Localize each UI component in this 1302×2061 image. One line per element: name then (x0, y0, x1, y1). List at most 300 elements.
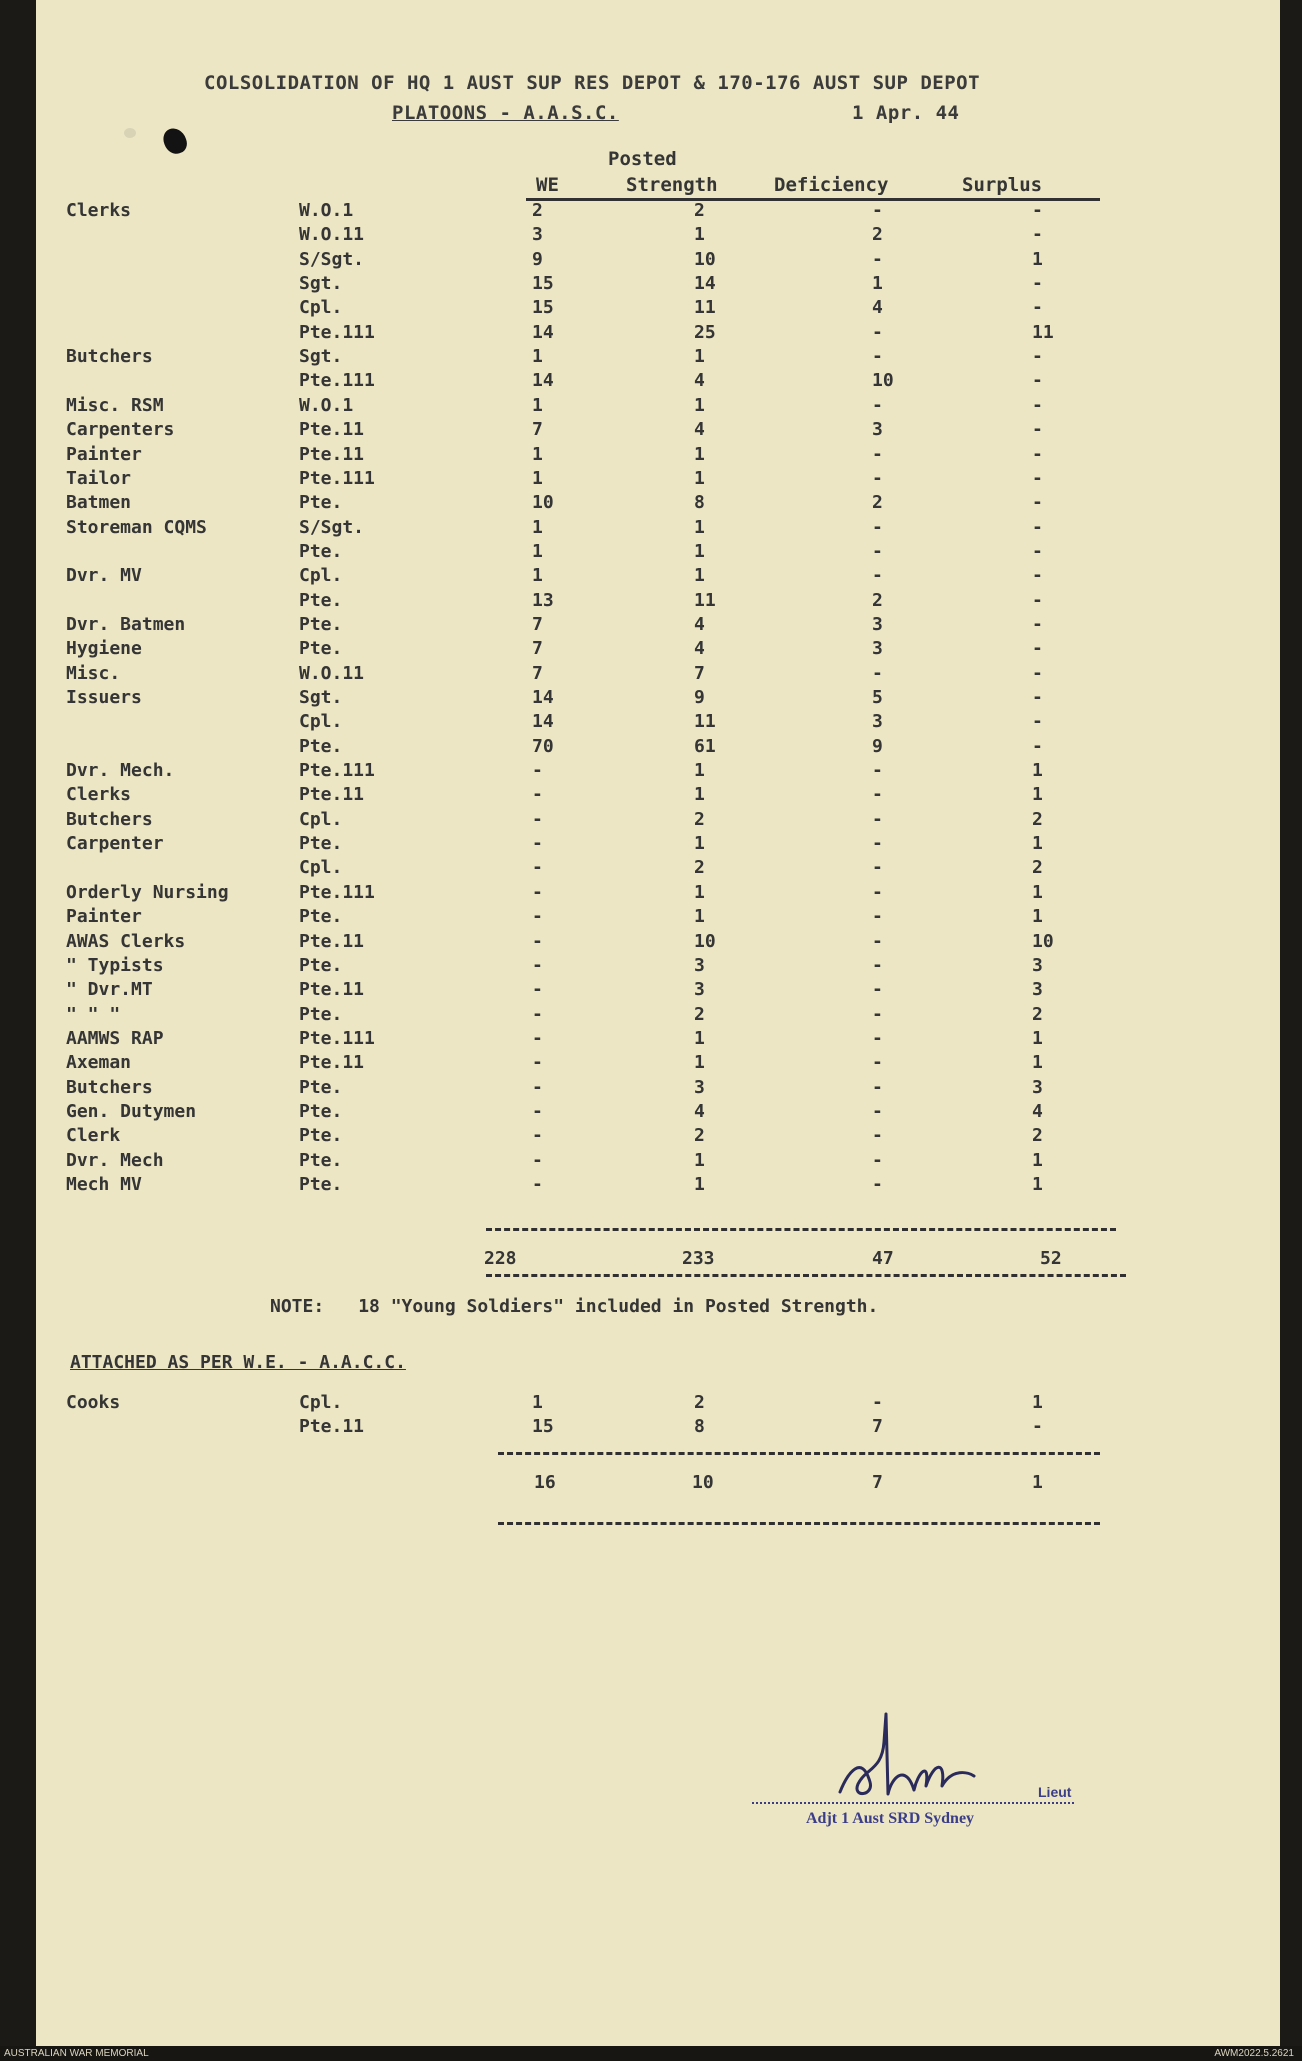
table-cell-we: 7 (532, 638, 543, 660)
table-cell-sur: 3 (1032, 1076, 1043, 1098)
total-posted-strength: 233 (682, 1248, 715, 1269)
table-cell-trade: Clerk (66, 1125, 121, 1147)
table-row (36, 809, 1280, 832)
table-cell-ps: 3 (694, 1076, 705, 1098)
table-cell-rank: Pte.111 (299, 760, 375, 782)
attached-cell-sur: - (1032, 1416, 1043, 1437)
table-cell-ps: 1 (694, 516, 705, 538)
table-cell-rank: W.O.11 (299, 224, 365, 246)
table-cell-sur: - (1032, 492, 1043, 514)
table-cell-rank: Pte. (299, 1003, 343, 1025)
table-cell-ps: 3 (694, 954, 705, 976)
table-cell-sur: - (1032, 662, 1043, 684)
table-cell-rank: Sgt. (299, 687, 343, 708)
table-cell-sur: 1 (1032, 784, 1043, 806)
table-cell-trade: Dvr. Batmen (66, 613, 186, 635)
table-cell-sur: 1 (1032, 1052, 1043, 1074)
table-cell-we: - (532, 1100, 543, 1122)
table-cell-we: 7 (532, 419, 543, 441)
table-cell-we: 14 (532, 321, 554, 343)
table-cell-trade: Orderly Nursing (66, 881, 229, 903)
table-cell-def: 3 (872, 613, 883, 635)
table-cell-def: - (872, 565, 883, 587)
table-cell-sur: - (1032, 467, 1043, 489)
table-cell-ps: 1 (694, 394, 705, 416)
table-cell-rank: Pte. (299, 492, 343, 514)
table-cell-sur: 3 (1032, 979, 1043, 1001)
table-cell-ps: 7 (694, 662, 705, 684)
table-cell-sur: - (1032, 687, 1043, 708)
table-cell-def: - (872, 1052, 883, 1074)
table-cell-we: - (532, 760, 543, 782)
table-cell-ps: 1 (694, 565, 705, 587)
table-cell-trade: Carpenters (66, 419, 175, 441)
totals-rule-bottom (486, 1274, 1126, 1277)
table-row (36, 590, 1280, 613)
table-row (36, 1125, 1280, 1148)
table-cell-sur: 1 (1032, 1149, 1043, 1171)
table-cell-ps: 1 (694, 760, 705, 782)
table-cell-rank: Pte. (299, 638, 343, 660)
table-cell-ps: 2 (694, 857, 705, 879)
table-cell-we: 1 (532, 516, 543, 538)
attached-cell-we: 15 (532, 1416, 554, 1437)
header-posted: Posted (608, 148, 677, 170)
table-cell-sur: 1 (1032, 760, 1043, 782)
footer-bar (0, 2046, 1302, 2061)
attached-cell-rank: Cpl. (299, 1392, 343, 1413)
table-row (36, 541, 1280, 564)
table-cell-ps: 4 (694, 419, 705, 441)
table-cell-sur: 10 (1032, 930, 1054, 952)
table-cell-rank: Pte. (299, 540, 343, 562)
table-row (36, 638, 1280, 661)
table-row (36, 1052, 1280, 1075)
header-surplus: Surplus (962, 174, 1043, 196)
table-cell-we: - (532, 1052, 543, 1074)
table-cell-trade: Storeman CQMS (66, 516, 207, 538)
table-cell-rank: Pte.11 (299, 784, 365, 806)
table-cell-rank: Pte.111 (299, 881, 375, 903)
table-cell-rank: Pte. (299, 833, 343, 855)
table-cell-we: 14 (532, 687, 554, 708)
table-row (36, 468, 1280, 491)
attached-heading: ATTACHED AS PER W.E. - A.A.C.C. (70, 1352, 406, 1373)
table-row (36, 687, 1280, 710)
table-cell-rank: Pte. (299, 954, 343, 976)
table-cell-def: - (872, 248, 883, 270)
table-cell-def: - (872, 443, 883, 465)
table-cell-trade: Dvr. Mech. (66, 760, 175, 782)
table-cell-def: - (872, 833, 883, 855)
header-strength: Strength (626, 174, 718, 196)
table-cell-we: 1 (532, 346, 543, 368)
table-cell-sur: - (1032, 638, 1043, 660)
document-date: 1 Apr. 44 (852, 102, 960, 124)
table-cell-ps: 1 (694, 881, 705, 903)
table-row (36, 200, 1280, 223)
table-cell-rank: Pte. (299, 613, 343, 635)
note-text: 18 "Young Soldiers" included in Posted Strength. (358, 1296, 879, 1317)
table-row (36, 760, 1280, 783)
table-row (36, 906, 1280, 929)
table-cell-ps: 4 (694, 638, 705, 660)
table-cell-we: - (532, 1125, 543, 1147)
table-cell-sur: 1 (1032, 906, 1043, 928)
table-cell-we: - (532, 784, 543, 806)
table-cell-trade: Painter (66, 906, 142, 928)
table-cell-we: 7 (532, 613, 543, 635)
table-row (36, 882, 1280, 905)
table-cell-ps: 1 (694, 443, 705, 465)
table-cell-sur: 2 (1032, 808, 1043, 830)
table-cell-trade: Tailor (66, 467, 132, 489)
table-cell-sur: 2 (1032, 857, 1043, 879)
table-cell-def: - (872, 1174, 883, 1195)
table-cell-rank: Pte. (299, 1149, 343, 1171)
table-cell-ps: 3 (694, 979, 705, 1001)
table-cell-def: 3 (872, 638, 883, 660)
table-row (36, 249, 1280, 272)
table-cell-sur: 3 (1032, 954, 1043, 976)
table-cell-ps: 61 (694, 735, 716, 757)
table-cell-def: - (872, 954, 883, 976)
table-cell-ps: 11 (694, 711, 716, 733)
table-cell-def: - (872, 808, 883, 830)
table-cell-ps: 4 (694, 1100, 705, 1122)
table-cell-rank: W.O.11 (299, 662, 365, 684)
attached-total-surplus: 1 (1032, 1472, 1043, 1493)
table-cell-trade: Issuers (66, 687, 142, 708)
table-cell-rank: Cpl. (299, 297, 343, 319)
table-cell-rank: Sgt. (299, 273, 343, 295)
table-cell-trade: Butchers (66, 1076, 153, 1098)
note (270, 1296, 878, 1317)
header-deficiency: Deficiency (774, 174, 889, 196)
table-cell-ps: 1 (694, 346, 705, 368)
table-cell-def: - (872, 662, 883, 684)
table-cell-ps: 14 (694, 273, 716, 295)
table-cell-we: - (532, 1027, 543, 1049)
attached-cell-we: 1 (532, 1392, 543, 1413)
table-cell-ps: 11 (694, 589, 716, 611)
table-cell-ps: 8 (694, 492, 705, 514)
table-cell-def: - (872, 906, 883, 928)
table-cell-trade: Dvr. Mech (66, 1149, 164, 1171)
table-cell-sur: - (1032, 443, 1043, 465)
table-cell-def: - (872, 857, 883, 879)
ink-blot (160, 125, 190, 157)
table-cell-rank: Pte.111 (299, 467, 375, 489)
table-cell-sur: - (1032, 200, 1043, 221)
table-cell-we: 70 (532, 735, 554, 757)
table-cell-rank: Cpl. (299, 711, 343, 733)
table-cell-trade: Dvr. MV (66, 565, 142, 587)
table-cell-def: - (872, 979, 883, 1001)
table-cell-trade: Carpenter (66, 833, 164, 855)
table-cell-we: 3 (532, 224, 543, 246)
table-cell-we: 13 (532, 589, 554, 611)
table-row (36, 1150, 1280, 1173)
table-cell-def: - (872, 540, 883, 562)
table-cell-sur: - (1032, 297, 1043, 319)
attached-cell-def: 7 (872, 1416, 883, 1437)
table-cell-rank: Pte.11 (299, 419, 365, 441)
table-cell-def: - (872, 321, 883, 343)
table-cell-ps: 1 (694, 540, 705, 562)
table-cell-trade: Misc. (66, 662, 121, 684)
table-cell-def: - (872, 516, 883, 538)
table-cell-ps: 10 (694, 930, 716, 952)
table-row (36, 444, 1280, 467)
table-cell-def: - (872, 784, 883, 806)
table-cell-rank: Pte. (299, 1076, 343, 1098)
table-cell-sur: - (1032, 540, 1043, 562)
table-cell-ps: 1 (694, 1174, 705, 1195)
table-cell-rank: Pte. (299, 1174, 343, 1195)
table-row (36, 297, 1280, 320)
table-cell-ps: 4 (694, 370, 705, 392)
table-cell-trade: " " " (66, 1003, 121, 1025)
table-row (36, 955, 1280, 978)
table-cell-def: - (872, 1125, 883, 1147)
table-cell-rank: Pte. (299, 1125, 343, 1147)
table-cell-def: 3 (872, 419, 883, 441)
attached-total-deficiency: 7 (872, 1472, 883, 1493)
table-cell-sur: - (1032, 273, 1043, 295)
table-cell-rank: Pte. (299, 735, 343, 757)
table-cell-sur: 2 (1032, 1125, 1043, 1147)
table-cell-sur: 4 (1032, 1100, 1043, 1122)
attached-totals-rule-bottom (498, 1522, 1100, 1525)
table-row (36, 492, 1280, 515)
table-cell-sur: 11 (1032, 321, 1054, 343)
table-cell-ps: 1 (694, 833, 705, 855)
table-cell-we: 10 (532, 492, 554, 514)
table-cell-ps: 9 (694, 687, 705, 708)
table-cell-def: - (872, 200, 883, 221)
table-cell-trade: " Typists (66, 954, 164, 976)
table-row (36, 833, 1280, 856)
table-cell-sur: - (1032, 346, 1043, 368)
table-cell-we: - (532, 1003, 543, 1025)
table-cell-sur: - (1032, 394, 1043, 416)
table-cell-trade: " Dvr.MT (66, 979, 153, 1001)
table-cell-we: - (532, 1174, 543, 1195)
attached-total-posted-strength: 10 (692, 1472, 714, 1493)
table-cell-we: - (532, 906, 543, 928)
table-row (36, 370, 1280, 393)
document-title: COLSOLIDATION OF HQ 1 AUST SUP RES DEPOT & 170-176 AUST SUP DEPOT (204, 72, 981, 94)
table-row (36, 663, 1280, 686)
table-cell-trade: Painter (66, 443, 142, 465)
table-cell-def: - (872, 881, 883, 903)
table-row (36, 857, 1280, 880)
table-cell-we: - (532, 979, 543, 1001)
table-cell-we: 1 (532, 467, 543, 489)
table-cell-sur: - (1032, 224, 1043, 246)
attached-cell-ps: 2 (694, 1392, 705, 1413)
table-row (36, 273, 1280, 296)
table-row (36, 322, 1280, 345)
attached-total-we: 16 (534, 1472, 556, 1493)
table-cell-rank: Pte.11 (299, 979, 365, 1001)
table-row (36, 1004, 1280, 1027)
table-cell-we: - (532, 1149, 543, 1171)
attached-cell-trade: Cooks (66, 1392, 121, 1413)
table-cell-rank: S/Sgt. (299, 248, 365, 270)
table-cell-trade: Misc. RSM (66, 394, 164, 416)
table-cell-sur: - (1032, 735, 1043, 757)
table-cell-sur: - (1032, 419, 1043, 441)
table-cell-trade: Butchers (66, 808, 153, 830)
table-cell-def: 10 (872, 370, 894, 392)
table-cell-ps: 2 (694, 808, 705, 830)
table-cell-def: 5 (872, 687, 883, 708)
table-cell-sur: 1 (1032, 833, 1043, 855)
table-cell-def: 4 (872, 297, 883, 319)
table-cell-trade: Clerks (66, 784, 132, 806)
table-row (36, 979, 1280, 1002)
footer-accession-number: AWM2022.5.2621 (1214, 2048, 1294, 2059)
table-cell-def: - (872, 346, 883, 368)
table-cell-we: 1 (532, 394, 543, 416)
table-cell-def: - (872, 394, 883, 416)
table-cell-trade: Axeman (66, 1052, 132, 1074)
table-cell-rank: Sgt. (299, 346, 343, 368)
table-cell-ps: 1 (694, 224, 705, 246)
table-cell-we: - (532, 930, 543, 952)
table-cell-sur: - (1032, 613, 1043, 635)
table-row (36, 517, 1280, 540)
table-row (36, 784, 1280, 807)
table-cell-we: - (532, 1076, 543, 1098)
attached-cell-rank: Pte.11 (299, 1416, 365, 1437)
table-cell-def: 2 (872, 492, 883, 514)
table-cell-trade: Hygiene (66, 638, 142, 660)
table-cell-trade: Batmen (66, 492, 132, 514)
table-row (36, 346, 1280, 369)
table-cell-ps: 1 (694, 906, 705, 928)
total-we: 228 (484, 1248, 517, 1269)
attached-totals-rule-top (498, 1452, 1100, 1455)
table-cell-rank: Pte. (299, 1100, 343, 1122)
table-row (36, 1101, 1280, 1124)
table-cell-def: 2 (872, 589, 883, 611)
attached-cell-sur: 1 (1032, 1392, 1043, 1413)
table-cell-we: 1 (532, 443, 543, 465)
table-cell-ps: 2 (694, 1003, 705, 1025)
table-cell-we: - (532, 881, 543, 903)
table-cell-we: 9 (532, 248, 543, 270)
table-cell-rank: Pte.11 (299, 443, 365, 465)
table-cell-rank: Pte.11 (299, 1052, 365, 1074)
table-cell-rank: Pte.111 (299, 1027, 375, 1049)
table-cell-trade: AWAS Clerks (66, 930, 186, 952)
table-cell-we: 7 (532, 662, 543, 684)
table-cell-ps: 2 (694, 1125, 705, 1147)
footer-credit: AUSTRALIAN WAR MEMORIAL (4, 2048, 149, 2059)
total-deficiency: 47 (872, 1248, 894, 1269)
table-cell-rank: Pte.11 (299, 930, 365, 952)
table-cell-rank: W.O.1 (299, 394, 354, 416)
table-row (36, 1077, 1280, 1100)
table-cell-rank: Pte.111 (299, 321, 375, 343)
table-row (36, 395, 1280, 418)
attached-cell-ps: 8 (694, 1416, 705, 1437)
table-cell-we: 15 (532, 297, 554, 319)
table-cell-we: 1 (532, 540, 543, 562)
table-cell-we: - (532, 833, 543, 855)
table-cell-def: - (872, 930, 883, 952)
table-cell-def: - (872, 1100, 883, 1122)
handwritten-signature (822, 1712, 1002, 1812)
table-cell-ps: 1 (694, 784, 705, 806)
note-label: NOTE: (270, 1296, 325, 1317)
table-cell-def: - (872, 467, 883, 489)
signature-line (752, 1802, 1074, 1804)
table-cell-ps: 1 (694, 1149, 705, 1171)
table-cell-rank: S/Sgt. (299, 516, 365, 538)
table-row (36, 736, 1280, 759)
paper-mark (124, 128, 136, 138)
table-row (36, 931, 1280, 954)
table-cell-def: 3 (872, 711, 883, 733)
table-cell-rank: Pte. (299, 589, 343, 611)
table-cell-sur: 1 (1032, 881, 1043, 903)
table-cell-rank: Pte. (299, 906, 343, 928)
table-cell-ps: 1 (694, 1052, 705, 1074)
table-cell-trade: Mech MV (66, 1174, 142, 1195)
table-cell-we: - (532, 857, 543, 879)
table-cell-we: 14 (532, 711, 554, 733)
table-cell-sur: 1 (1032, 248, 1043, 270)
table-row (36, 1028, 1280, 1051)
table-cell-sur: - (1032, 711, 1043, 733)
table-cell-ps: 1 (694, 467, 705, 489)
table-row (36, 1174, 1280, 1197)
total-surplus: 52 (1040, 1248, 1062, 1269)
attached-cell-def: - (872, 1392, 883, 1413)
table-row (36, 711, 1280, 734)
document-subtitle: PLATOONS - A.A.S.C. (392, 102, 619, 124)
table-cell-ps: 2 (694, 200, 705, 221)
table-cell-trade: Clerks (66, 200, 132, 221)
table-row (36, 614, 1280, 637)
table-cell-def: - (872, 760, 883, 782)
signatory-rank: Lieut (1038, 1784, 1072, 1800)
stamp-text: Adjt 1 Aust SRD Sydney (806, 1810, 975, 1827)
table-cell-ps: 11 (694, 297, 716, 319)
table-cell-trade: Butchers (66, 346, 153, 368)
table-row (36, 565, 1280, 588)
table-cell-sur: - (1032, 589, 1043, 611)
attached-row (36, 1392, 1280, 1415)
table-cell-we: 15 (532, 273, 554, 295)
table-cell-trade: AAMWS RAP (66, 1027, 164, 1049)
table-cell-def: 9 (872, 735, 883, 757)
table-cell-def: 2 (872, 224, 883, 246)
table-cell-def: - (872, 1149, 883, 1171)
table-cell-sur: - (1032, 516, 1043, 538)
table-cell-def: - (872, 1003, 883, 1025)
table-cell-rank: Cpl. (299, 808, 343, 830)
table-cell-rank: Cpl. (299, 565, 343, 587)
table-cell-sur: - (1032, 565, 1043, 587)
table-cell-ps: 25 (694, 321, 716, 343)
table-cell-sur: 2 (1032, 1003, 1043, 1025)
document-page (36, 0, 1280, 2046)
